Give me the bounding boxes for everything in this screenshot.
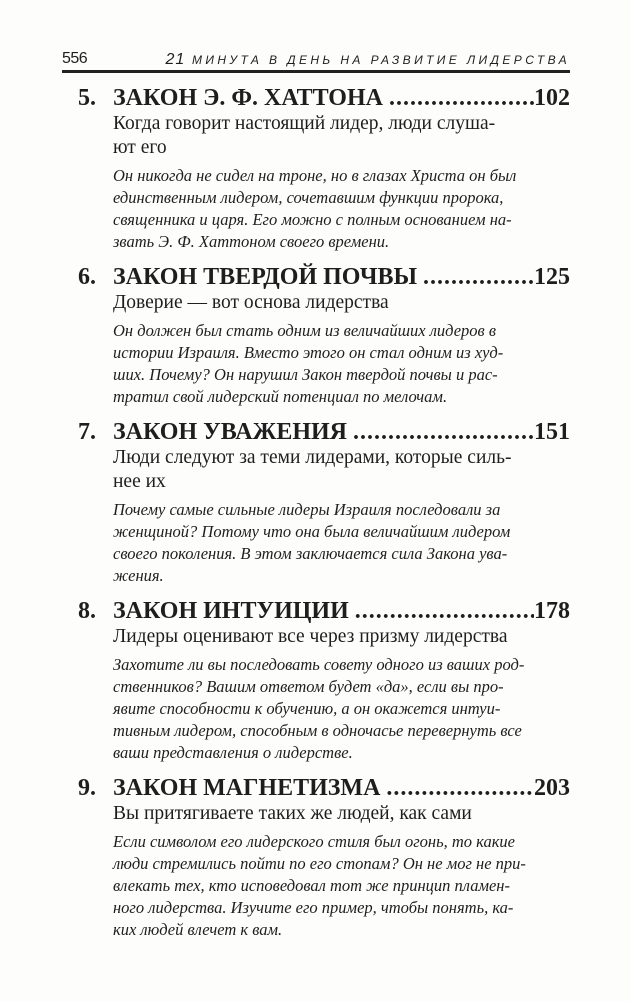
description-line: явите способности к обучению, а он окажется интуи- — [113, 699, 501, 718]
dot-leader — [355, 597, 534, 625]
dot-leader — [389, 84, 534, 112]
entry-description — [113, 654, 570, 764]
entry-subtitle — [113, 291, 570, 315]
toc-entry — [78, 418, 570, 587]
running-title — [165, 51, 570, 69]
description-line: жения. — [113, 566, 164, 585]
entry-number: 9. — [78, 775, 96, 801]
entry-description — [113, 320, 570, 408]
entry-description — [113, 165, 570, 253]
entry-subtitle — [113, 802, 570, 826]
entry-description — [113, 499, 570, 587]
subtitle-line: Доверие — вот основа лидерства — [113, 292, 389, 313]
toc-entry — [78, 84, 570, 253]
toc-entry — [78, 597, 570, 764]
description-line: тратил свой лидерский потенциал по мелочам. — [113, 387, 448, 406]
subtitle-line: Люди следуют за теми лидерами, которые силь- — [113, 447, 512, 468]
toc-entry-title-row[interactable] — [78, 418, 570, 446]
subtitle-line: Вы притягиваете таких же людей, как сами — [113, 803, 472, 824]
entry-page: 151 — [534, 419, 570, 445]
entry-subtitle — [113, 112, 570, 160]
entry-number: 8. — [78, 598, 96, 624]
entry-subtitle — [113, 625, 570, 649]
dot-leader — [423, 263, 534, 291]
entry-page: 125 — [534, 264, 570, 290]
page-number: 556 — [62, 50, 88, 67]
entry-page: 178 — [534, 598, 570, 624]
entry-title: ЗАКОН УВАЖЕНИЯ — [113, 419, 347, 445]
entry-title: ЗАКОН ТВЕРДОЙ ПОЧВЫ — [113, 264, 418, 290]
toc-entry-title-row[interactable] — [78, 774, 570, 802]
description-line: своего поколения. В этом заключается сила Закона ува- — [113, 544, 508, 563]
description-line: истории Израиля. Вместо этого он стал одним из худ- — [113, 343, 504, 362]
description-line: Захотите ли вы последовать совету одного из ваших род- — [113, 655, 525, 674]
running-title-prefix: 21 — [165, 51, 186, 68]
description-line: люди стремились пойти по его стопам? Он не мог не при- — [113, 854, 526, 873]
description-line: священника и царя. Его можно с полным основанием на- — [113, 210, 512, 229]
description-line: ственников? Вашим ответом будет «да», если вы про- — [113, 677, 504, 696]
entry-title: ЗАКОН МАГНЕТИЗМА — [113, 775, 381, 801]
toc-entry — [78, 263, 570, 408]
subtitle-line: нее их — [113, 471, 166, 492]
description-line: ного лидерства. Изучите его пример, чтобы понять, ка- — [113, 898, 514, 917]
dot-leader — [386, 774, 534, 802]
subtitle-line: Лидеры оценивают все через призму лидерства — [113, 626, 508, 647]
description-line: тивным лидером, способным в одночасье перевернуть все — [113, 721, 522, 740]
running-header — [62, 48, 570, 73]
entry-title: ЗАКОН ИНТУИЦИИ — [113, 598, 349, 624]
entry-title: ЗАКОН Э. Ф. ХАТТОНА — [113, 85, 383, 111]
running-title-text: МИНУТА В ДЕНЬ НА РАЗВИТИЕ ЛИДЕРСТВА — [191, 53, 570, 67]
description-line: Он никогда не сидел на троне, но в глазах Христа он был — [113, 166, 517, 185]
entry-number: 5. — [78, 85, 96, 111]
description-line: ких людей влечет к вам. — [113, 920, 283, 939]
description-line: Если символом его лидерского стиля был огонь, то какие — [113, 832, 516, 851]
description-line: ваши представления о лидерстве. — [113, 743, 353, 762]
entry-subtitle — [113, 446, 570, 494]
toc-entry-title-row[interactable] — [78, 263, 570, 291]
description-line: женщиной? Потому что она была величайшим лидером — [113, 522, 511, 541]
description-line: Почему самые сильные лидеры Израиля последовали за — [113, 500, 501, 519]
entry-description — [113, 831, 570, 941]
description-line: единственным лидером, сочетавшим функции пророка, — [113, 188, 504, 207]
description-line: Он должен был стать одним из величайших лидеров в — [113, 321, 496, 340]
entry-number: 6. — [78, 264, 96, 290]
description-line: влекать тех, кто исповедовал тот же принцип пламен- — [113, 876, 510, 895]
description-line: ших. Почему? Он нарушил Закон твердой почвы и рас- — [113, 365, 498, 384]
toc-entry-title-row[interactable] — [78, 84, 570, 112]
toc-entry — [78, 774, 570, 941]
toc-entries — [78, 84, 570, 951]
dot-leader — [353, 418, 534, 446]
description-line: звать Э. Ф. Хаттоном своего времени. — [113, 232, 390, 251]
subtitle-line: Когда говорит настоящий лидер, люди слуша- — [113, 113, 496, 134]
toc-entry-title-row[interactable] — [78, 597, 570, 625]
entry-page: 203 — [534, 775, 570, 801]
entry-page: 102 — [534, 85, 570, 111]
entry-number: 7. — [78, 419, 96, 445]
subtitle-line: ют его — [113, 137, 167, 158]
